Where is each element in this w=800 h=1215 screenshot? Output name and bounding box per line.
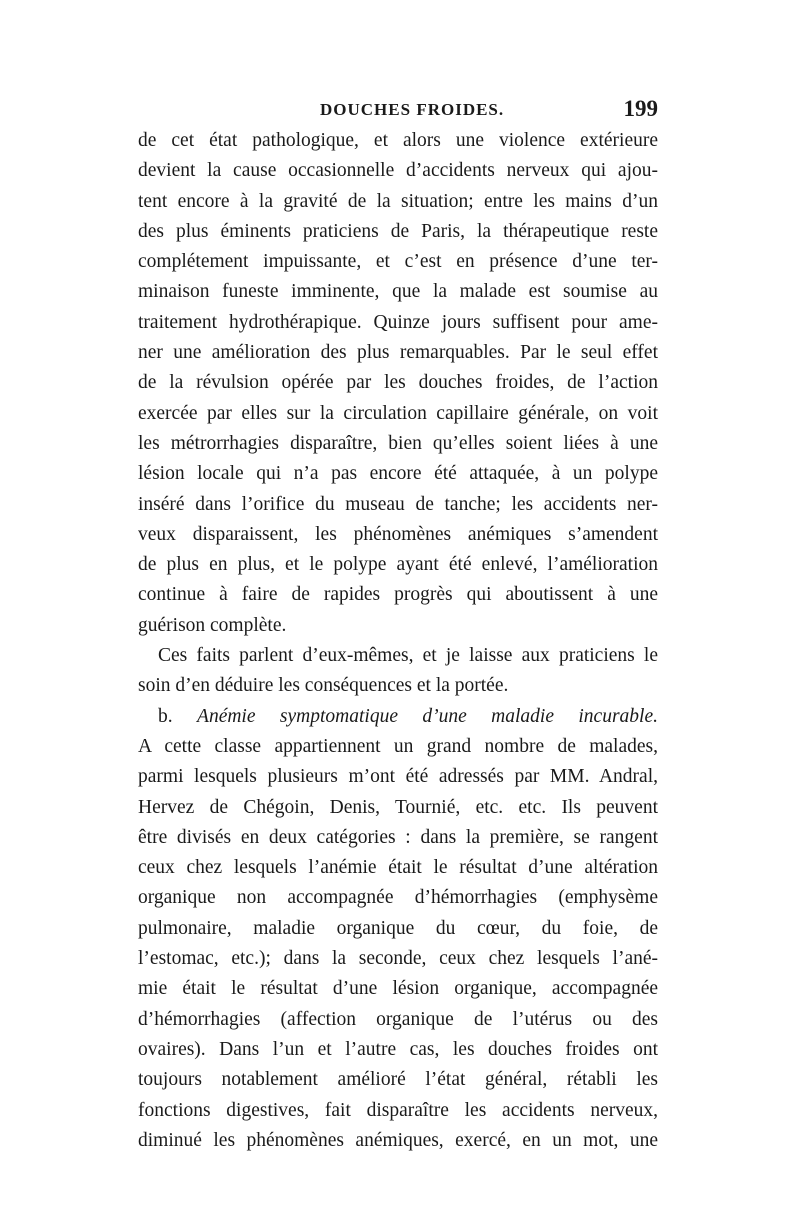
- text-line: complétement impuissante, et c’est en présence d’une ter-: [138, 251, 658, 273]
- text-line: continue à faire de rapides progrès qui aboutissent à une: [138, 584, 658, 606]
- text-line: des plus éminents praticiens de Paris, la thérapeutique reste: [138, 220, 658, 242]
- text-line: mie était le résultat d’une lésion organique, accompagnée: [138, 978, 658, 1000]
- text-line: l’estomac, etc.); dans la seconde, ceux chez lesquels l’ané-: [138, 948, 658, 970]
- running-head: DOUCHES FROIDES.: [320, 100, 505, 119]
- text-line: soin d’en déduire les conséquences et la portée.: [138, 675, 509, 697]
- text-line: les métrorrhagies disparaître, bien qu’elles soient liées à une: [138, 432, 658, 454]
- text-line: minaison funeste imminente, que la malade est soumise au: [138, 281, 658, 303]
- page-number: 199: [623, 96, 658, 121]
- text-line: d’hémorrhagies (affection organique de l’utérus ou des: [138, 1008, 658, 1030]
- text-line: traitement hydrothérapique. Quinze jours suffisent pour ame-: [138, 311, 658, 333]
- text-line: [138, 702, 658, 732]
- text-line: de plus en plus, et le polype ayant été enlevé, l’amélioration: [138, 554, 658, 576]
- section-heading: Anémie symptomatique d’une maladie incurable.: [197, 705, 658, 727]
- text-line: diminué les phénomènes anémiques, exercé, en un mot, une: [138, 1129, 658, 1151]
- text-line: Hervez de Chégoin, Denis, Tournié, etc. etc. Ils peuvent: [138, 796, 658, 818]
- text-line: devient la cause occasionnelle d’accidents nerveux qui ajou-: [138, 160, 658, 182]
- text-line: de cet état pathologique, et alors une violence extérieure: [138, 130, 658, 151]
- text-line: inséré dans l’orifice du museau de tanche; les accidents ner-: [138, 493, 658, 515]
- text-line: ceux chez lesquels l’anémie était le résultat d’une altération: [138, 857, 658, 879]
- text-line: A cette classe appartiennent un grand nombre de malades,: [138, 735, 658, 757]
- page-header: [138, 96, 658, 126]
- text-line: veux disparaissent, les phénomènes anémiques s’amendent: [138, 523, 658, 545]
- text-line: tent encore à la gravité de la situation; entre les mains d’un: [138, 190, 658, 212]
- text-line: ovaires). Dans l’un et l’autre cas, les douches froides ont: [138, 1038, 658, 1060]
- text-line: ner une amélioration des plus remarquables. Par le seul effet: [138, 342, 658, 364]
- body-text: [138, 126, 658, 1156]
- text-line: Ces faits parlent d’eux-mêmes, et je laisse aux praticiens le: [158, 645, 658, 667]
- text-line: toujours notablement amélioré l’état général, rétabli les: [138, 1069, 658, 1091]
- text-line: de la révulsion opérée par les douches froides, de l’action: [138, 372, 658, 394]
- section-marker: b.: [158, 705, 198, 727]
- text-line: organique non accompagnée d’hémorrhagies (emphysème: [138, 887, 658, 909]
- text-line: pulmonaire, maladie organique du cœur, du foie, de: [138, 917, 658, 939]
- text-line: lésion locale qui n’a pas encore été attaquée, à un polype: [138, 463, 658, 485]
- text-line: guérison complète.: [138, 614, 287, 636]
- text-line: exercée par elles sur la circulation capillaire générale, on voit: [138, 402, 658, 424]
- text-line: être divisés en deux catégories : dans la première, se rangent: [138, 826, 658, 848]
- text-line: fonctions digestives, fait disparaître les accidents nerveux,: [138, 1099, 658, 1121]
- text-line: parmi lesquels plusieurs m’ont été adressés par MM. Andral,: [138, 766, 658, 788]
